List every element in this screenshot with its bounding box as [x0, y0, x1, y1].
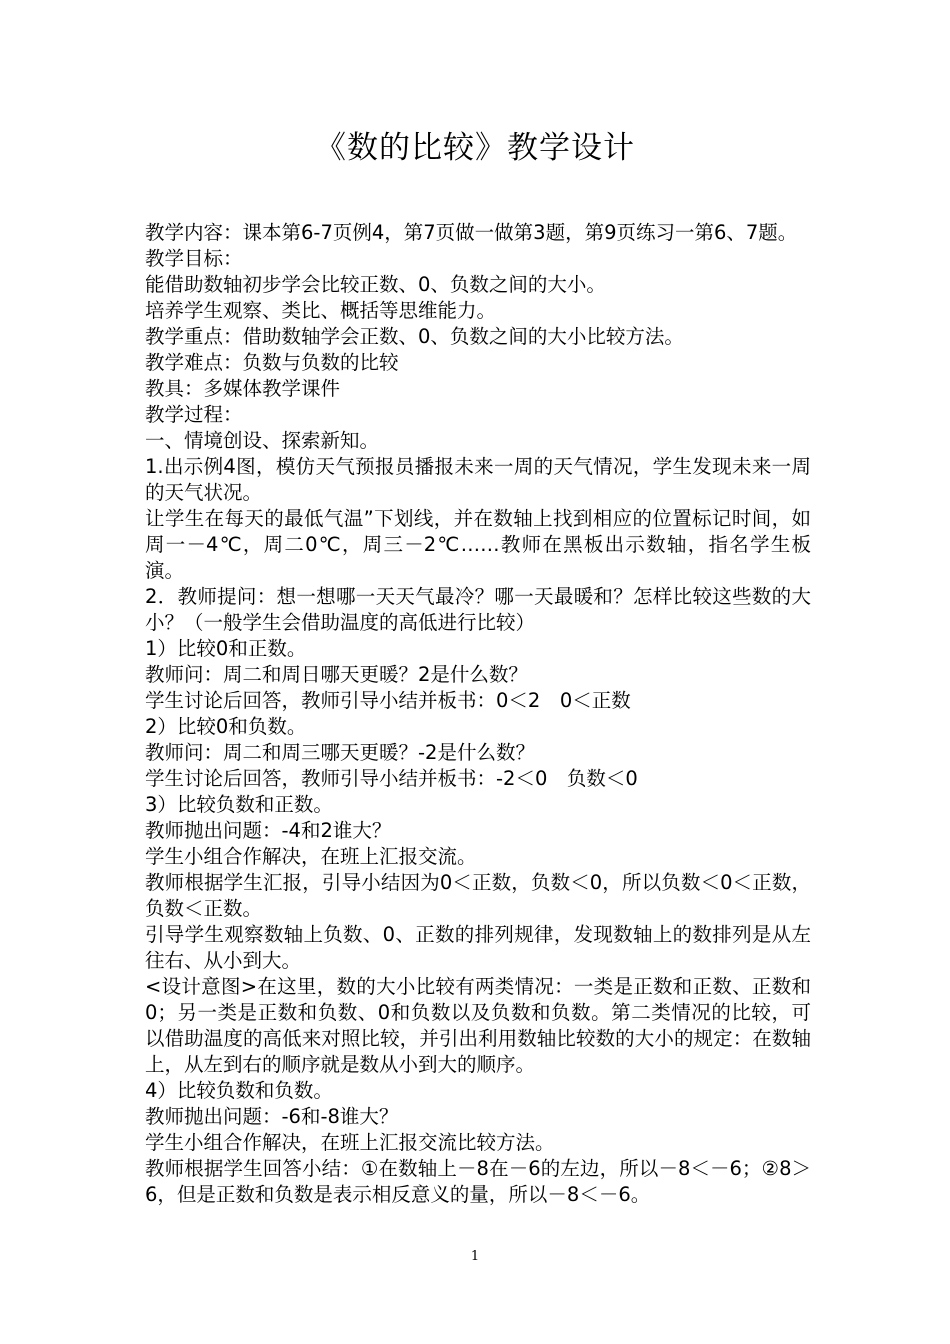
- paragraph-objective-1: 能借助数轴初步学会比较正数、0、负数之间的大小。: [145, 273, 606, 296]
- paragraph-design-intent: <设计意图>在这里，数的大小比较有两类情况：一类是正数和正数、正数和0；另一类是正数和负数、0和负数以及负数和负数。第二类情况的比较，可以借助温度的高低来对照比较，并引出利用数轴比较数的大小的规定：在数轴上，从左到右的顺序就是数从小到大的顺序。: [145, 975, 811, 1076]
- paragraph-summary-4: 教师根据学生回答小结：①在数轴上－8在－6的左边，所以－8＜－6；②8＞6，但是正数和负数是表示相反意义的量，所以－8＜－6。: [145, 1157, 811, 1206]
- document-title: 《数的比较》教学设计: [315, 130, 635, 166]
- paragraph-tools: 教具：多媒体教学课件: [145, 377, 341, 400]
- paragraph-summary-3: 教师根据学生汇报，引导小结因为0＜正数，负数＜0，所以负数＜0＜正数，负数＜正数。: [145, 871, 811, 920]
- paragraph-objectives-heading: 教学目标：: [145, 247, 243, 270]
- paragraph-section-1: 一、情境创设、探索新知。: [145, 429, 380, 452]
- paragraph-observe-number-line: 引导学生观察数轴上负数、0、正数的排列规律，发现数轴上的数排列是从左往右、从小到大。: [145, 923, 811, 972]
- paragraph-teacher-question-1: 教师问：周二和周日哪天更暖？2是什么数？: [145, 663, 528, 686]
- paragraph-teacher-question-3: 教师抛出问题：-4和2谁大？: [145, 819, 392, 842]
- paragraph-step-1: 1.出示例4图，模仿天气预报员播报未来一周的天气情况，学生发现未来一周的天气状况。: [145, 455, 811, 504]
- document-body: [145, 220, 811, 1208]
- paragraph-objective-2: 培养学生观察、类比、概括等思维能力。: [145, 299, 497, 322]
- paragraph-compare-negative-positive: 3）比较负数和正数。: [145, 793, 333, 816]
- paragraph-compare-zero-positive: 1）比较0和正数。: [145, 637, 307, 660]
- paragraph-summary-2: 学生讨论后回答，教师引导小结并板书：-2＜0 负数＜0: [145, 767, 638, 790]
- paragraph-step-1-detail: 让学生在每天的最低气温”下划线，并在数轴上找到相应的位置标记时间，如周一－4℃，周二0℃，周三－2℃……教师在黑板出示数轴，指名学生板演。: [145, 507, 811, 582]
- paragraph-key-point: 教学重点：借助数轴学会正数、0、负数之间的大小比较方法。: [145, 325, 684, 348]
- paragraph-step-2: 2．教师提问：想一想哪一天天气最冷？哪一天最暖和？怎样比较这些数的大小？（一般学生会借助温度的高低进行比较）: [145, 585, 811, 634]
- page-number: 1: [470, 1249, 480, 1264]
- paragraph-teacher-question-2: 教师问：周二和周三哪天更暖？-2是什么数？: [145, 741, 535, 764]
- paragraph-compare-zero-negative: 2）比较0和负数。: [145, 715, 307, 738]
- paragraph-teacher-question-4: 教师抛出问题：-6和-8谁大？: [145, 1105, 399, 1128]
- paragraph-difficulty: 教学难点：负数与负数的比较: [145, 351, 399, 374]
- paragraph-process-heading: 教学过程：: [145, 403, 243, 426]
- paragraph-summary-1: 学生讨论后回答，教师引导小结并板书：0＜2 0＜正数: [145, 689, 631, 712]
- paragraph-group-work-2: 学生小组合作解决，在班上汇报交流比较方法。: [145, 1131, 555, 1154]
- paragraph-content: 教学内容：课本第6-7页例4，第7页做一做第3题，第9页练习一第6、7题。: [145, 221, 798, 244]
- paragraph-compare-negative-negative: 4）比较负数和负数。: [145, 1079, 333, 1102]
- paragraph-group-work-1: 学生小组合作解决，在班上汇报交流。: [145, 845, 477, 868]
